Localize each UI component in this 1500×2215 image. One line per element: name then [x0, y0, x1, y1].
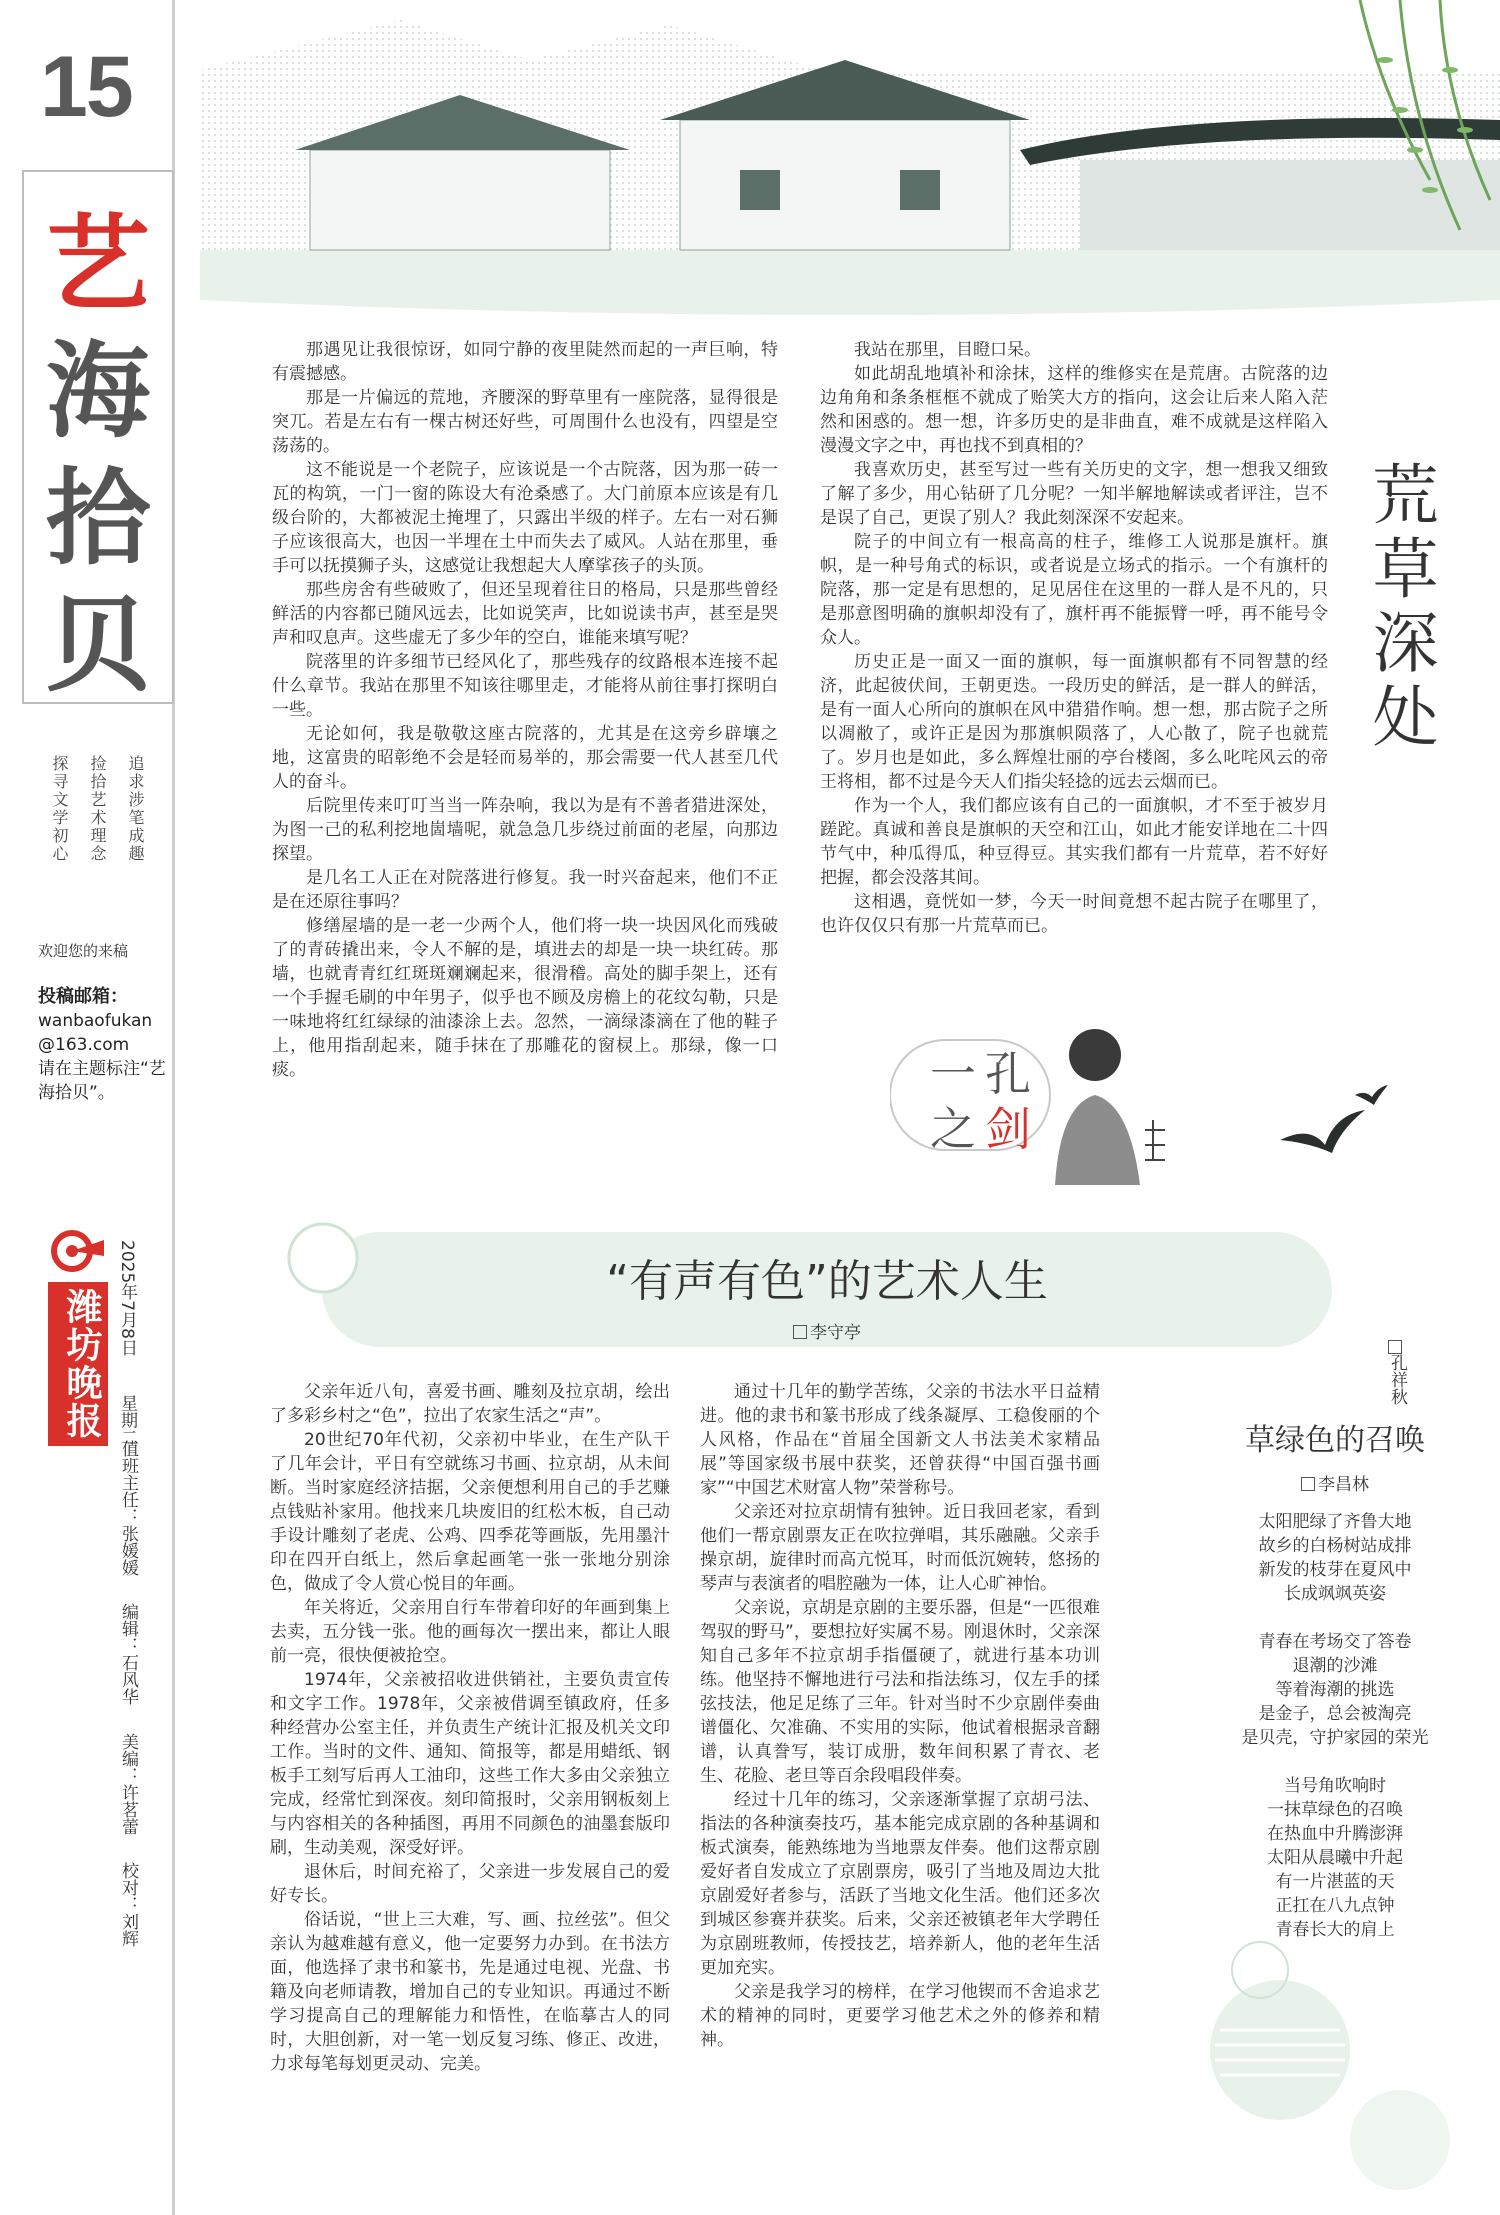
article2-author-name: 李守亭 [810, 1323, 861, 1343]
byline-box-icon [793, 1325, 807, 1339]
article2-paragraph: 俗话说，“世上三大难，写、画、拉丝弦”。但父亲认为越难越有意义，他一定要努力办到。在书法方面，他选择了隶书和篆书，先是通过电视、光盘、书籍及向老师请教，增加自己的专业知识。再通过不断学习提高自己的理解能力和悟性，在临摹古人的同时，大胆创新，对一笔一划反复习练、修正、改进，力求每笔每划更灵动、完美。 [270, 1910, 670, 2074]
column-name-char-3: 之 [930, 1102, 976, 1156]
poem-line: 是金子，总会被淘亮 [1258, 1704, 1412, 1724]
issue-date-text: 2025年7月8日 [117, 1240, 137, 1356]
article2-paragraph: 20世纪70年代初，父亲初中毕业，在生产队干了几年会计，平日有空就练习书画、拉京胡，从未间断。当时家庭经济拮据，父亲便想利用自己的手艺赚点钱贴补家用。他找来几块废旧的红松木板，自己动手设计雕刻了老虎、公鸡、四季花等画版，先用墨汁印在四开白纸上，然后拿起画笔一张一张地分别涂色，做成了令人赏心悦目的年画。 [270, 1430, 670, 1594]
article2-paragraph: 父亲说，京胡是京剧的主要乐器，但是“一匹很难驾驭的野马”，要想拉好实属不易。刚退休时，父亲深知自己多年不拉京胡手指僵硬了，就进行基本功训练。他坚持不懈地进行弓法和指法练习，仅左手的揉弦技法，他足足练了三年。针对当时不少京剧伴奏曲谱僵化、欠准确、不实用的实际，他试着根据录音翻谱，认真誊写，装订成册，数年间积累了青衣、老生、花脸、老旦等百余段唱段伴奏。 [700, 1598, 1100, 1786]
issue-weekday: 星期二 [117, 1394, 137, 1446]
credit-proofreader: 校对：刘辉 [118, 1862, 138, 1948]
column-name-char-1: 一 [930, 1047, 976, 1101]
article1-paragraph: 作为一个人，我们都应该有自己的一面旗帜，才不至于被岁月蹉跎。真诚和善良是旗帜的天空和江山，如此才能安详地在二十四节气中，种瓜得瓜，种豆得豆。其实我们都有一片荒草，若不好好把握，都会没落其间。 [820, 796, 1328, 888]
article1-paragraph: 那是一片偏远的荒地，齐腰深的野草里有一座院落，显得很是突兀。若是左右有一棵古树还好些，可周围什么也没有，四望是空荡荡的。 [272, 388, 778, 456]
article2-column-1 [270, 1380, 670, 2076]
poem-line: 是贝壳，守护家园的荣光 [1241, 1728, 1429, 1748]
poem-line: 当号角吹响时 [1284, 1776, 1386, 1796]
article1-paragraph: 院子的中间立有一根高高的柱子，维修工人说那是旗杆。旗帜，是一种号角式的标识，或者说是立场式的指示。一个有旗杆的院落，那一定是有思想的，足见居住在这里的一群人是不凡的，只是那意图明确的旗帜却没有了，旗杆再不能振臂一呼，再不能号令众人。 [820, 532, 1328, 648]
poem-line: 在热血中升腾澎湃 [1267, 1824, 1403, 1844]
article2-paragraph: 经过十几年的练习，父亲逐渐掌握了京胡弓法、指法的各种演奏技巧，基本能完成京剧的各种基调和板式演奏，能熟练地为当地票友伴奏。他们这帮京剧爱好者自发成立了京剧票房，吸引了当地及周边大批京剧爱好者参与，活跃了当地文化生活。他们还多次到城区参赛并获奖。后来，父亲还被镇老年大学聘任为京剧班教师，传授技艺，培养新人，他的老年生活更加充实。 [700, 1790, 1100, 1978]
ink-village-illustration [200, 0, 1500, 330]
article1-column-1 [272, 338, 778, 1082]
article1-paragraph: 无论如何，我是敬敬这座古院落的，尤其是在这旁乡辟壤之地，这富贵的昭彰绝不会是轻而易举的，那会需要一代人甚至几代人的奋斗。 [272, 724, 778, 792]
article1-paragraph: 那些房舍有些破败了，但还呈现着往日的格局，只是那些曾经鲜活的内容都已随风远去，比如说笑声，比如说读书声，甚至是哭声和叹息声。这些虚无了多少年的空白，谁能来填写呢？ [272, 580, 778, 648]
column-name-char-4: 剑 [985, 1102, 1031, 1156]
article2-paragraph: 通过十几年的勤学苦练，父亲的书法水平日益精进。他的隶书和篆书形成了线条凝厚、工稳俊丽的个人风格，作品在“首届全国新文人书法美术家精品展”等国家级书展中获奖，还曾获得“中国百强书画家”“中国艺术财富人物”荣誉称号。 [700, 1382, 1100, 1498]
poem-line: 青春长大的肩上 [1275, 1920, 1395, 1940]
section-title-char-2: 海 [45, 329, 150, 452]
submission-note: 请在主题标注“艺海拾贝”。 [38, 1059, 166, 1103]
article2-paragraph: 父亲还对拉京胡情有独钟。近日我回老家，看到他们一帮京剧票友正在吹拉弹唱，其乐融融。父亲手操京胡，旋律时而高亢悦耳，时而低沉婉转，悠扬的琴声与表演者的唱腔融为一体，让人心旷神怡。 [700, 1502, 1100, 1594]
newspaper-logo-icon [50, 1230, 106, 1272]
swallow-icon [1270, 1085, 1390, 1165]
article1-paragraph: 那遇见让我很惊讶，如同宁静的夜里陡然而起的一声巨响，特有震撼感。 [272, 340, 778, 384]
article1-paragraph: 历史正是一面又一面的旗帜，每一面旗帜都有不同智慧的经济，此起彼伏间，王朝更迭。一段历史的鲜活，是一群人的鲜活，是有一面人心所向的旗帜在风中猎猎作响。想一想，那古院子之所以凋敝了，或许正是因为那旗帜陨落了，人心散了，院子也就荒了。岁月也是如此，多么辉煌壮丽的亭台楼阁，多么叱咤风云的帝王将相，都不过是今天人们指尖轻捻的远去云烟而已。 [820, 652, 1328, 792]
issue-date [116, 1240, 138, 1446]
article1-paragraph: 修缮屋墙的是一老一少两个人，他们将一块一块因风化而残破了的青砖撬出来，令人不解的是，填进去的却是一块一块红砖。那墙，也就青青红红斑斑斓斓起来，很滑稽。高处的脚手架上，还有一个手握毛刷的中年男子，似乎也不顾及房檐上的花纹勾勒，只是一味地将红红绿绿的油漆涂上去。忽然，一滴绿漆滴在了他的鞋子上，他用指刮起来，随手抹在了那雕花的窗棂上。那绿，像一口痰。 [272, 916, 778, 1080]
article2-title: “有声有色”的艺术人生 [606, 1256, 1048, 1307]
byline-box-icon [1301, 1477, 1315, 1491]
article2-paragraph: 退休后，时间充裕了，父亲进一步发展自己的爱好专长。 [270, 1862, 670, 1906]
motto-line-1: 追求涉笔成趣 [126, 755, 145, 863]
article1-paragraph: 院落里的许多细节已经风化了，那些残存的纹路根本连接不起什么章节。我站在那里不知该往哪里走，才能将从前往事打探明白一些。 [272, 652, 778, 720]
article1-paragraph: 我站在那里，目瞪口呆。 [854, 340, 1041, 360]
article2-paragraph: 父亲是我学习的榜样，在学习他锲而不舍追求艺术的精神的同时，更要学习他艺术之外的修养和精神。 [700, 1982, 1100, 2050]
section-motto [46, 755, 164, 885]
article2-author [322, 1318, 1332, 1343]
article1-title: 荒草深处 [1361, 460, 1438, 756]
poem-line: 青春在考场交了答卷 [1258, 1632, 1412, 1652]
article1-author-name: 孔祥秋 [1387, 1354, 1407, 1405]
column-name-char-2: 孔 [985, 1047, 1031, 1101]
poem-line: 正扛在八九点钟 [1275, 1896, 1395, 1916]
decorative-bubbles-icon [1150, 1840, 1490, 2200]
poem-line: 新发的枝芽在夏风中 [1258, 1560, 1412, 1580]
submission-label: 投稿邮箱： [38, 986, 128, 1007]
article1-paragraph: 这不能说是一个老院子，应该说是一个古院落，因为那一砖一瓦的构筑，一门一窗的陈设大有沧桑感了。大门前原本应该是有几级台阶的，大都被泥土掩埋了，只露出半级的样子。左右一对石狮子应该很高大，也因一半埋在土中而失去了威风。人站在那里，垂手可以抚摸狮子头，这感觉让我想起大人摩挲孩子的头顶。 [272, 460, 778, 576]
section-title-char-1: 艺 [45, 202, 150, 325]
motto-line-3: 探寻文学初心 [50, 755, 69, 863]
article1-paragraph: 我喜欢历史，甚至写过一些有关历史的文字，想一想我又细致了解了多少，用心钻研了几分呢？一知半解地解读或者评注，岂不是误了自己，更误了别人？我此刻深深不安起来。 [820, 460, 1328, 528]
column-author-portrait [890, 1010, 1180, 1185]
article1-paragraph: 后院里传来叮叮当当一阵杂响，我以为是有不善者猎进深处，为图一己的私利挖地崮墙呢，就急急几步绕过前面的老屋，向那边探望。 [272, 796, 778, 864]
poem-line: 一抹草绿色的召唤 [1267, 1800, 1403, 1820]
poem-line: 太阳从晨曦中升起 [1267, 1848, 1403, 1868]
article2-paragraph: 年关将近，父亲用自行车带着印好的年画到集上去卖，五分钱一张。他的画每次一摆出来，都让人眼前一亮，很快便被抢空。 [270, 1598, 670, 1666]
section-title-char-3: 拾 [45, 456, 150, 579]
newspaper-name: 潍坊晚报 [48, 1282, 108, 1446]
credit-editor: 编辑：石风华 [118, 1603, 138, 1706]
page-number: 15 [40, 39, 132, 135]
article1-paragraph: 如此胡乱地填补和涂抹，这样的维修实在是荒唐。古院落的边边角角和条条框框不就成了贻笑大方的指向，这会让后来人陷入茫然和困惑的。想一想，许多历史的是非曲直，难不成就是这样陷入漫漫文字之中，再也找不到真相的？ [820, 364, 1328, 456]
poem-line: 有一片湛蓝的天 [1275, 1872, 1395, 1892]
motto-line-2: 捡拾艺术理念 [88, 755, 107, 863]
poem-stanza-1 [1205, 1510, 1465, 1606]
poem-stanza-2 [1205, 1630, 1465, 1750]
submission-info [38, 985, 168, 1105]
article1-author [1385, 1340, 1410, 1405]
poem-author [1205, 1470, 1465, 1495]
welcome-note: 欢迎您的来稿 [38, 942, 129, 960]
editorial-credits [116, 1440, 141, 1969]
poem-line: 等着海潮的挑选 [1275, 1680, 1395, 1700]
section-title-char-4: 贝 [45, 583, 150, 706]
article2-paragraph: 1974年，父亲被招收进供销社，主要负责宣传和文字工作。1978年，父亲被借调至镇政府，任多种经营办公室主任，并负责生产统计汇报及机关文印工作。当时的文件、通知、简报等，都是用蜡纸、钢板手工刻写后再人工油印，这些工作大多由父亲独立完成，经常忙到深夜。刻印简报时，父亲用钢板刻上与内容相关的各种插图，再用不同颜色的油墨套版印刷，生动美观，深受好评。 [270, 1670, 670, 1858]
submission-email-2: @163.com [38, 1035, 130, 1055]
article1-paragraph: 这相遇，竟恍如一梦，今天一时间竟想不起古院子在哪里了，也许仅仅只有那一片荒草而已。 [820, 892, 1328, 936]
article2-column-2 [700, 1380, 1100, 2052]
poem-author-name: 李昌林 [1318, 1475, 1369, 1495]
poem-line: 退潮的沙滩 [1292, 1656, 1378, 1676]
article1-paragraph: 是几名工人正在对院落进行修复。我一时兴奋起来，他们不正是在还原往事吗？ [272, 868, 778, 912]
article1-column-2 [820, 338, 1328, 938]
section-title-box [22, 170, 174, 704]
byline-box-icon [1388, 1340, 1402, 1354]
poem-line: 长成飒飒英姿 [1284, 1584, 1386, 1604]
poem-title: 草绿色的召唤 [1245, 1423, 1425, 1458]
poem-line: 故乡的白杨树站成排 [1258, 1536, 1412, 1556]
credit-designer: 美编：许茗蕾 [118, 1732, 138, 1835]
credit-duty: 值班主任：张媛媛 [118, 1440, 138, 1576]
poem-line: 太阳肥绿了齐鲁大地 [1258, 1512, 1412, 1532]
article2-paragraph: 父亲年近八旬，喜爱书画、雕刻及拉京胡，绘出了多彩乡村之“色”，拉出了农家生活之“声”。 [270, 1382, 670, 1426]
submission-email-1: wanbaofukan [38, 1011, 153, 1031]
